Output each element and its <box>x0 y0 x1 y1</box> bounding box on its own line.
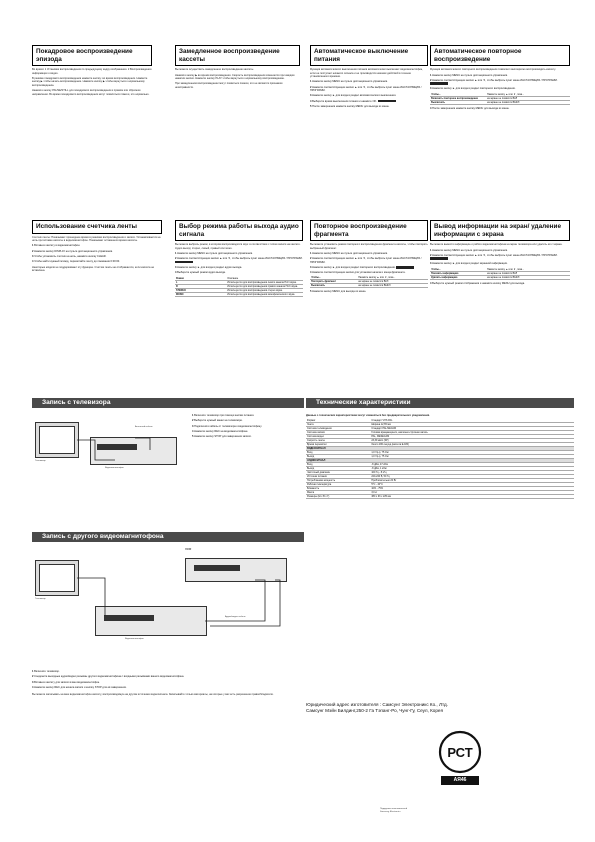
rst-logo-text: РСТ <box>447 745 473 760</box>
section-title: Покадровое воспроизведение эпизода <box>32 45 152 66</box>
section-audio-output <box>175 220 303 297</box>
step: 5 Нажмите кнопку MENU для выхода из меню. <box>310 290 367 294</box>
banner-vcr-record: Запись с другого видеомагнитофона <box>32 532 304 542</box>
section-body: В режиме покадрового воспроизведения нажмите кнопку: во время воспроизведения. Нажмите кнопку ▶ чтобы начать воспроизведение. Нажмите кнопку ▶ чтобы вернуться к нормальному воспроизведению. <box>32 77 148 87</box>
tv-icon <box>35 560 79 596</box>
highlight-bar <box>378 100 396 103</box>
diagram-label: Телевизор <box>35 460 46 462</box>
highlight-bar <box>430 82 448 85</box>
section-title: Повторное воспроизведение фрагмента <box>310 220 428 241</box>
vcr-label: VCR <box>185 547 192 551</box>
step: 1 Нажмите кнопку MENU на пульте дистанционного управления. <box>310 252 388 255</box>
specs-intro: Данные о технических характеристиках могут изменяться без предварительного уведомления. <box>306 414 430 417</box>
section-intro: Вы можете выбрать режим, в котором воспроизводится звук: в соответствии с типом записи на кассете. Аудио выход: стерео, левый, правый или моно. <box>175 243 301 250</box>
vcr-record-diagram <box>35 546 300 664</box>
step: 2 Нажмите соответствующие кнопки ▲ или ▼, чтобы выбрать пункт меню ИНСТАЛЛЯЦИЯ / ПРОГРАММ. <box>430 79 570 86</box>
section-intro: Функция автоматического выключения питания автоматически выключает видеомагнитофон, если не поступает никакого сигнала и не производится никаких действий в течение установленного времени. <box>310 68 423 78</box>
section-title: Вывод информации на экран/ удаление информации с экрана <box>430 220 570 241</box>
section-auto-repeat <box>430 45 570 110</box>
footer <box>380 808 500 814</box>
diagram-label: Антенный кабель <box>135 426 153 428</box>
step: 1 Нажмите кнопку MENU на пульте дистанционного управления. <box>430 248 508 252</box>
address-line: Юридический адрес изготовителя : Самсунг Электроникс Ко., Лтд. <box>306 702 448 707</box>
mode-table: Режим Описание L Используется для воспроизведения левого канала Hi-Fi звука. R Используется для воспроизведения правого канала Hi-Fi звука. STEREO Используется для воспроизведения стерео звука. MONO Используется для воспроизведения монофонического звука. <box>175 277 303 297</box>
step: 1 Нажмите кнопку MENU на пульте дистанционного управления. <box>310 80 388 84</box>
step: 3 Нажмите кнопку ► для входа в раздел аудио выхода. <box>175 265 243 269</box>
section-title: Автоматическое повторное воспроизведение <box>430 45 570 66</box>
step: 4 Чтобы найти нужный эпизод, перемотайте ленту до показания 0:00:00. <box>32 260 120 264</box>
cert-code: АЯ46 <box>441 776 479 785</box>
footer-line: Samsung Electronics <box>380 810 401 813</box>
step: 1 Включите телевизор при помощи кнопки питания. <box>192 414 255 417</box>
section-note: Некоторые модели не поддерживают эту функцию. Счетчик ленты не отображается, если кассета не вставлена. <box>32 265 155 272</box>
specs-table: Формат Стандарт VHS PAL Лента Ширина 12,65 мм Система телевидения Стандарт PAL/SECAM Система записи Головки вращающиеся, наклонно-строчная запись Система видео PAL, MESECAM Скорость ленты 23,39 мм/с (SP) Время перемотки Около 180 секунд (кассета E-180) ВИДЕОСИГНАЛ Вход 1,0 Vp-p, 75 Ом Выход 1,0 Vp-p, 75 Ом АУДИОСИГНАЛ Вход -8 дБм, 47 кОм Выход -8 дБм, 1 кОм Частотный диапазон 100 Гц - 8 кГц Источник питания 220-240 В, 50 Гц Потребляемая мощность Приблизительно 20 Вт Рабочая температура 5°C - 40°C Влажность 10% - 75% Масса 3,0 кг Размеры (Ш x В x Г) 380 x 93 x 225 мм <box>306 419 574 499</box>
step: 2 Соедините выходные аудио/видео разъёмы другого видеомагнитофона с входными разъёмами вашего видеомагнитофона. <box>32 675 185 679</box>
step: 4 Нажмите кнопку REC для начала записи и кнопку STOP для её завершения. <box>32 685 127 689</box>
step: 2 Нажмите кнопку DISPLAY на пульте дистанционного управления. <box>32 249 113 253</box>
footer-line: Поддержка пользователей <box>380 808 408 810</box>
section-tape-counter <box>32 220 162 272</box>
section-frame-advance <box>32 45 152 96</box>
step: 2 Нажмите соответствующие кнопки ▲ или ▼, чтобы выбрать пункт меню ИНСТАЛЛЯЦИЯ / ПРОГРАММ. <box>430 254 570 261</box>
option-table: Чтобы... Нажмите кнопку ▲ или ▼, пока... Показать информацию на экране не появится ВКЛ Удалить информацию на экране не появится ВЫКЛ <box>430 268 570 280</box>
section-note: При замедленном воспроизведении могут появиться помехи, это не является признаком неисправности. <box>175 82 283 89</box>
step: 3 Нажмите кнопку ► для входа в раздел повторного воспроизведения. <box>430 87 516 91</box>
vcr-record-steps <box>32 668 294 697</box>
step: 4 Нажмите соответствующие кнопки для установки начала и конца фрагмента. <box>310 271 406 275</box>
step: 5 Нажмите кнопку STOP для завершения записи. <box>192 435 252 439</box>
section-title: Замедленное воспроизведение кассеты <box>175 45 300 66</box>
certification-mark <box>438 730 482 790</box>
banner-tv-record: Запись с телевизора <box>32 398 304 408</box>
banner-specs: Технические характеристики <box>306 398 574 408</box>
option-table: Чтобы... Нажмите кнопку ▲ или ▼, пока... Повторить фрагмент на экране не появится ВКЛ Выключить на экране не появится ВЫКЛ <box>310 276 428 288</box>
section-slow-play <box>175 45 300 89</box>
step: 3 Нажмите кнопку ► для входа в раздел экранной информации. <box>430 262 508 266</box>
step: 2 Нажмите соответствующие кнопки ▲ или ▼, чтобы выбрать пункт меню ИНСТАЛЛЯЦИЯ / ПРОГРАММ. <box>310 85 422 92</box>
section-auto-power-off <box>310 45 428 108</box>
option-table: Чтобы... Нажмите кнопку ▲ или ▼, пока... Включить повторное воспроизведение на экране не появится ВКЛ Выключить на экране не появится ВЫКЛ <box>430 93 570 105</box>
step: 3 Чтобы установить счетчик на ноль, нажмите кнопку CLEAR. <box>32 255 107 258</box>
diagram-label: Телевизор <box>35 598 46 600</box>
section-note: Вы можете записывать на ваш видеомагнитофон кассету, воспроизводимую на другом источнике видеосигнала. Записывайте только материалы, на которые у вас есть разрешение правообладателя. <box>32 693 274 697</box>
diagram-label: Аудио/видео кабель <box>225 616 246 618</box>
section-intro: Счетчик ленты: Показывает прошедшее время в режимах воспроизведения и записи. Устанавливается на ноль при вставке кассеты в видеомагнитофон. Показывает оставшееся время кассеты. <box>32 235 161 242</box>
step: 3 Нажмите кнопку ► для входа в раздел автоматического выключения. <box>310 94 397 98</box>
step: 4 Выберите время выключения питания и нажмите OK. <box>310 100 428 103</box>
tv-icon <box>35 422 79 458</box>
step: 3 Вставьте кассету для записи в ваш видеомагнитофон. <box>32 680 100 684</box>
section-screen-info <box>430 220 570 285</box>
step: 5 После завершения нажмите кнопку MENU для выхода из меню. <box>310 104 390 108</box>
step: 1 Включите телевизор. <box>32 670 60 673</box>
rst-logo-icon <box>438 730 482 774</box>
section-title: Использование счетчика ленты <box>32 220 162 234</box>
section-body: Нажмите кнопку ▶ во время воспроизведения. Скорость воспроизведения изменяется при каждом нажатии кнопки. Нажмите кнопку PLAY чтобы вернуться к нормальному воспроизведению. <box>175 73 295 80</box>
diagram-label: Видеомагнитофон <box>105 467 124 469</box>
highlight-bar <box>396 266 414 269</box>
step: 3 Нажмите кнопку ► для входа в раздел повторного воспроизведения. <box>310 266 428 269</box>
step: 1 Нажмите кнопку MENU на пульте дистанционного управления. <box>430 73 508 77</box>
section-title: Выбор режима работы выхода аудио сигнала <box>175 220 303 241</box>
section-title: Автоматическое выключение питания <box>310 45 428 66</box>
address-line: Самсунг Мэйн Билдинг,250-2 Га Тэпанг-Ро, Чунг-Гу, Сеул, Корея <box>306 708 443 714</box>
step: 2 Нажмите соответствующие кнопки ▲ или ▼, чтобы выбрать пункт меню ИНСТАЛЛЯЦИЯ / ПРОГРАММ. <box>175 257 303 264</box>
step: 1 Вставьте кассету в видеомагнитофон. <box>32 244 81 248</box>
specs-block <box>306 412 574 499</box>
cable-icon <box>75 566 295 646</box>
section-intro: Вы можете вывести информацию о работе видеомагнитофона на экран телевизора или удалить её с экрана. <box>430 243 563 247</box>
manufacturer-address <box>306 702 571 715</box>
step: 4 После завершения нажмите кнопку MENU для выхода из меню. <box>430 106 510 110</box>
highlight-bar <box>430 257 448 260</box>
step: 1 Нажмите кнопку MENU на пульте дистанционного управления. <box>175 252 253 255</box>
highlight-bar <box>175 261 193 264</box>
step: 2 Выберите нужный канал на телевизоре. <box>192 419 243 423</box>
section-intro: Вы можете осуществить замедленное воспроизведение кассеты. <box>175 68 254 72</box>
tv-record-steps <box>192 412 296 438</box>
step: 4 Нажмите кнопку REC на видеомагнитофоне. <box>192 429 249 433</box>
section-intro: Вы можете установить режим повторного воспроизведения фрагмента кассеты, чтобы повторить выбранный фрагмент. <box>310 243 428 250</box>
cable-icon <box>75 430 155 470</box>
section-note: Нажмите кнопку PAUSE/STILL для покадрового воспроизведения в прямом или обратном направлении. Во время покадрового воспроизведения могут появляться помехи, это нормально. <box>32 89 150 96</box>
section-repeat-fragment <box>310 220 428 294</box>
step: 4 Выберите нужный режим отображения и нажмите кнопку MENU для выхода. <box>430 281 525 285</box>
diagram-label: Видеомагнитофон <box>125 638 144 640</box>
tv-record-diagram <box>35 412 180 502</box>
section-intro: Функция автоматического повторного воспроизведения позволяет многократно воспроизводить кассету. <box>430 68 556 72</box>
step: 4 Выберите нужный режим аудио выхода. <box>175 271 226 275</box>
section-intro: Во время: 1 Установки воспроизведения по предыдущему кадру изображения. 2 Воспроизведения информации о видео. <box>32 68 152 75</box>
step: 2 Нажмите соответствующие кнопки ▲ или ▼, чтобы выбрать пункт меню ИНСТАЛЛЯЦИЯ / ПРОГРАММ. <box>310 257 422 264</box>
step: 3 Подключите кабель от телевизора к видеомагнитофону. <box>192 424 262 428</box>
